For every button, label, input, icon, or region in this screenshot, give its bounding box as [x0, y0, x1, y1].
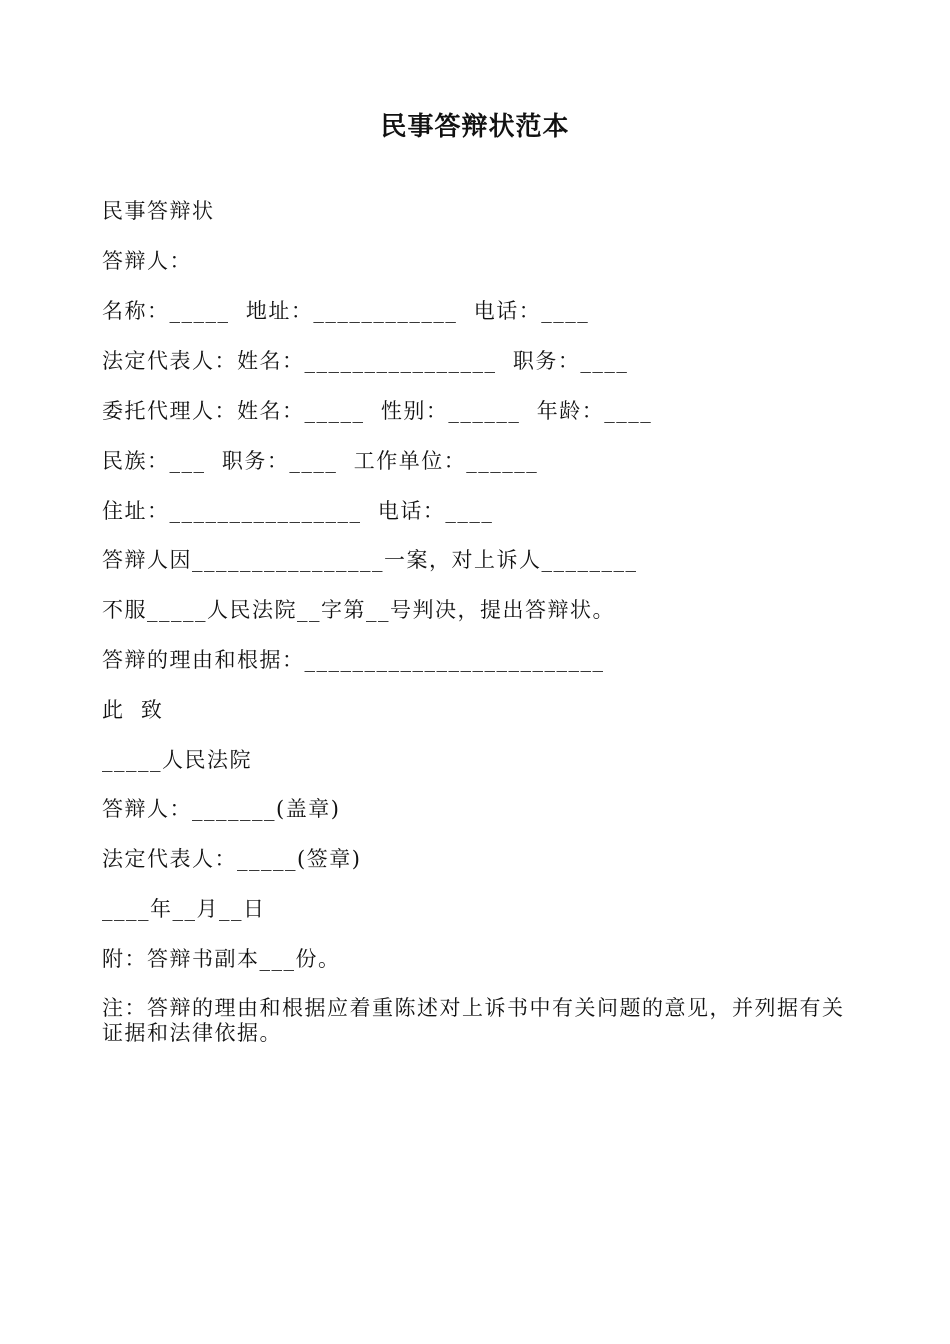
date-line: ____年__月__日: [102, 897, 266, 921]
case-line: 答辩人因________________一案，对上诉人________: [102, 548, 638, 572]
agent-line: 委托代理人：姓名：_____ 性别：______ 年龄：____: [102, 399, 653, 423]
name-address-line: 名称：_____ 地址：____________ 电话：____: [102, 299, 590, 323]
respondent-signature-line: 答辩人：_______(盖章): [102, 797, 341, 821]
reasons-line: 答辩的理由和根据：_________________________: [102, 648, 605, 672]
document-title: 民事答辩状范本: [380, 112, 570, 142]
note-paragraph: 注：答辩的理由和根据应着重陈述对上诉书中有关问题的意见，并列据有关证据和法律依据。: [102, 996, 845, 1045]
salutation-line: 此 致: [102, 698, 164, 722]
ethnicity-line: 民族：___ 职务：____ 工作单位：______: [102, 449, 539, 473]
appeal-line: 不服_____人民法院__字第__号判决，提出答辩状。: [102, 598, 615, 622]
residence-line: 住址：________________ 电话：____: [102, 499, 494, 523]
legal-rep-line: 法定代表人：姓名：________________ 职务：____: [102, 349, 629, 373]
document-heading: 民事答辩状: [102, 199, 215, 223]
court-line: _____人民法院: [102, 748, 252, 772]
respondent-label: 答辩人：: [102, 249, 192, 273]
attachment-line: 附：答辩书副本___份。: [102, 947, 341, 971]
legal-rep-signature-line: 法定代表人：_____(签章): [102, 847, 362, 871]
